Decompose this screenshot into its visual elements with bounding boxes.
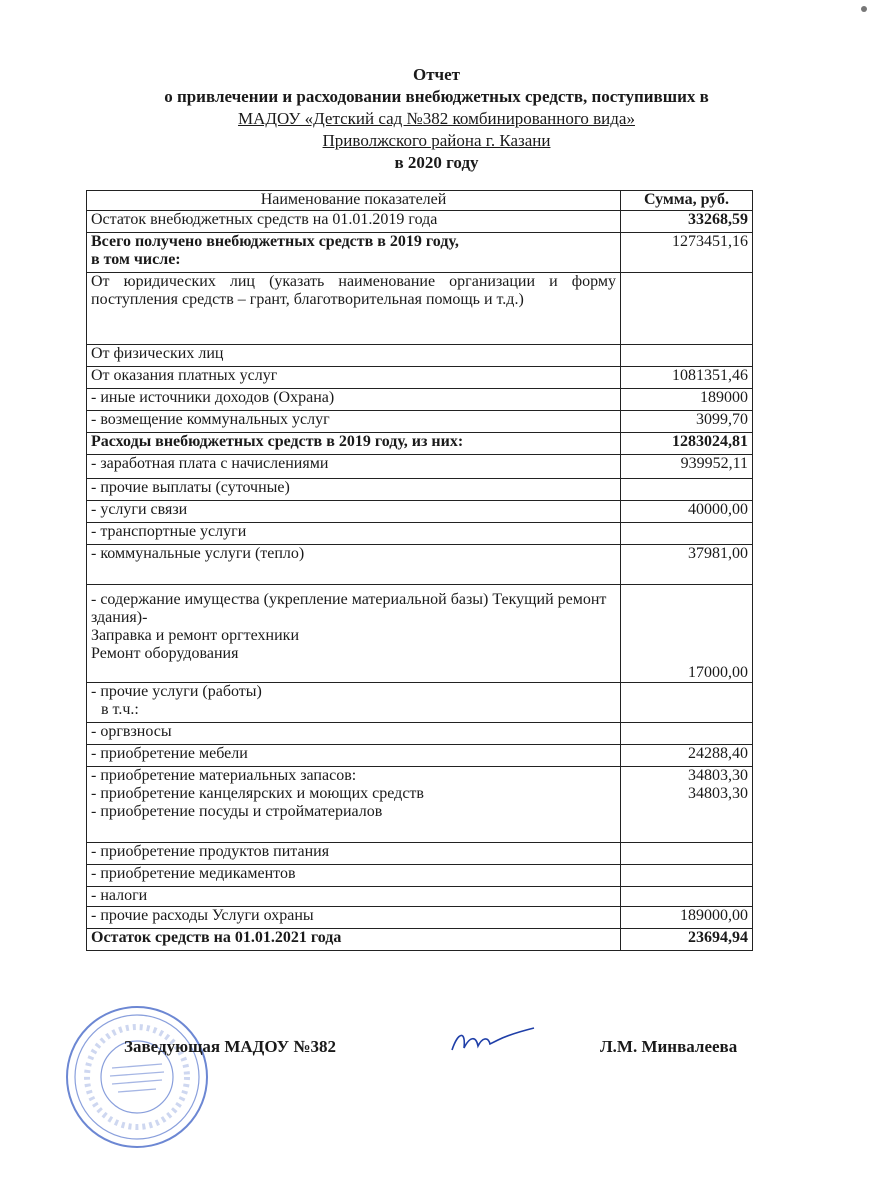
table-row xyxy=(87,211,753,233)
row-sum: 40000,00 xyxy=(621,501,753,523)
row-sum: 1283024,81 xyxy=(621,433,753,455)
report-table xyxy=(86,190,753,951)
organization-name: МАДОУ «Детский сад №382 комбинированного вида» xyxy=(238,109,635,128)
scan-dot xyxy=(861,6,867,12)
header-sum: Сумма, руб. xyxy=(621,191,753,211)
row-name: - приобретение медикаментов xyxy=(87,865,621,887)
row-name xyxy=(87,767,621,843)
table-row xyxy=(87,367,753,389)
row-name-line: - содержание имущества (укрепление материальной базы) Текущий ремонт здания)- xyxy=(91,591,607,626)
row-name-line: Всего получено внебюджетных средств в 2019 году, xyxy=(91,233,459,250)
row-sum xyxy=(621,843,753,865)
row-name-line: - приобретение материальных запасов: xyxy=(91,767,357,784)
row-name-line: - приобретение посуды и стройматериалов xyxy=(91,803,383,820)
signer-name: Л.М. Минвалеева xyxy=(600,1037,738,1056)
table-row xyxy=(87,907,753,929)
table-row xyxy=(87,865,753,887)
row-name: Расходы внебюджетных средств в 2019 году, из них: xyxy=(87,433,621,455)
row-sum: 189000 xyxy=(621,389,753,411)
table-row xyxy=(87,411,753,433)
row-name: - иные источники доходов (Охрана) xyxy=(87,389,621,411)
row-sum xyxy=(621,345,753,367)
row-sum xyxy=(621,767,753,843)
row-name-line: в том числе: xyxy=(91,251,181,268)
row-sum: 23694,94 xyxy=(621,929,753,951)
report-title: Отчет xyxy=(412,65,461,84)
row-name: - приобретение мебели xyxy=(87,745,621,767)
table-row xyxy=(87,389,753,411)
table-row xyxy=(87,929,753,951)
row-name-line: Ремонт оборудования xyxy=(91,645,239,662)
row-name: От юридических лиц (указать наименование организации и форму поступления средств – грант, благотворительная помощь и т.д.) xyxy=(87,273,621,345)
table-row xyxy=(87,273,753,345)
row-sum: 24288,40 xyxy=(621,745,753,767)
table-row xyxy=(87,233,753,273)
row-sum: 939952,11 xyxy=(621,455,753,479)
district-name: Приволжского района г. Казани xyxy=(322,131,551,150)
table-row xyxy=(87,523,753,545)
signer-position: Заведующая МАДОУ №382 xyxy=(124,1037,336,1056)
report-year: в 2020 году xyxy=(394,153,479,172)
table-row xyxy=(87,479,753,501)
row-sum: 189000,00 xyxy=(621,907,753,929)
official-stamp xyxy=(62,1002,212,1152)
row-sum: 3099,70 xyxy=(621,411,753,433)
table-row xyxy=(87,545,753,585)
table-row xyxy=(87,767,753,843)
row-name: От оказания платных услуг xyxy=(87,367,621,389)
row-name xyxy=(87,585,621,683)
row-name: - приобретение продуктов питания xyxy=(87,843,621,865)
row-sum xyxy=(621,723,753,745)
row-sum xyxy=(621,683,753,723)
row-name: - налоги xyxy=(87,887,621,907)
report-title-block xyxy=(0,64,873,174)
table-row xyxy=(87,843,753,865)
row-name-line: - прочие услуги (работы) xyxy=(91,683,262,700)
row-name: - услуги связи xyxy=(87,501,621,523)
table-row xyxy=(87,501,753,523)
row-name-line: Заправка и ремонт оргтехники xyxy=(91,627,300,644)
row-name-line: - приобретение канцелярских и моющих средств xyxy=(91,785,424,802)
table-row xyxy=(87,887,753,907)
row-sum xyxy=(621,523,753,545)
row-sum xyxy=(621,273,753,345)
row-name: - прочие выплаты (суточные) xyxy=(87,479,621,501)
row-name xyxy=(87,683,621,723)
row-name: - возмещение коммунальных услуг xyxy=(87,411,621,433)
row-name xyxy=(87,233,621,273)
row-name: - заработная плата с начислениями xyxy=(87,455,621,479)
row-sum: 1273451,16 xyxy=(621,233,753,273)
table-row xyxy=(87,345,753,367)
row-name: - оргвзносы xyxy=(87,723,621,745)
table-header-row xyxy=(87,191,753,211)
row-sum xyxy=(621,479,753,501)
row-sum: 1081351,46 xyxy=(621,367,753,389)
row-name: - коммунальные услуги (тепло) xyxy=(87,545,621,585)
signature-mark xyxy=(448,1022,538,1062)
row-name: Остаток внебюджетных средств на 01.01.2019 года xyxy=(87,211,621,233)
table-row xyxy=(87,455,753,479)
row-sum xyxy=(621,887,753,907)
row-name: Остаток средств на 01.01.2021 года xyxy=(87,929,621,951)
row-name: - прочие расходы Услуги охраны xyxy=(87,907,621,929)
table-row xyxy=(87,745,753,767)
row-name-line: в т.ч.: xyxy=(101,701,139,718)
table-row xyxy=(87,723,753,745)
row-sum: 37981,00 xyxy=(621,545,753,585)
row-name: От физических лиц xyxy=(87,345,621,367)
row-sum-line: 34803,30 xyxy=(688,767,748,784)
row-sum: 17000,00 xyxy=(621,585,753,683)
report-subtitle: о привлечении и расходовании внебюджетных средств, поступивших в xyxy=(164,87,709,106)
table-row xyxy=(87,585,753,683)
row-sum xyxy=(621,865,753,887)
header-name: Наименование показателей xyxy=(87,191,621,211)
row-sum-line: 34803,30 xyxy=(688,785,748,802)
row-sum: 33268,59 xyxy=(621,211,753,233)
table-row xyxy=(87,683,753,723)
row-name: - транспортные услуги xyxy=(87,523,621,545)
table-row xyxy=(87,433,753,455)
